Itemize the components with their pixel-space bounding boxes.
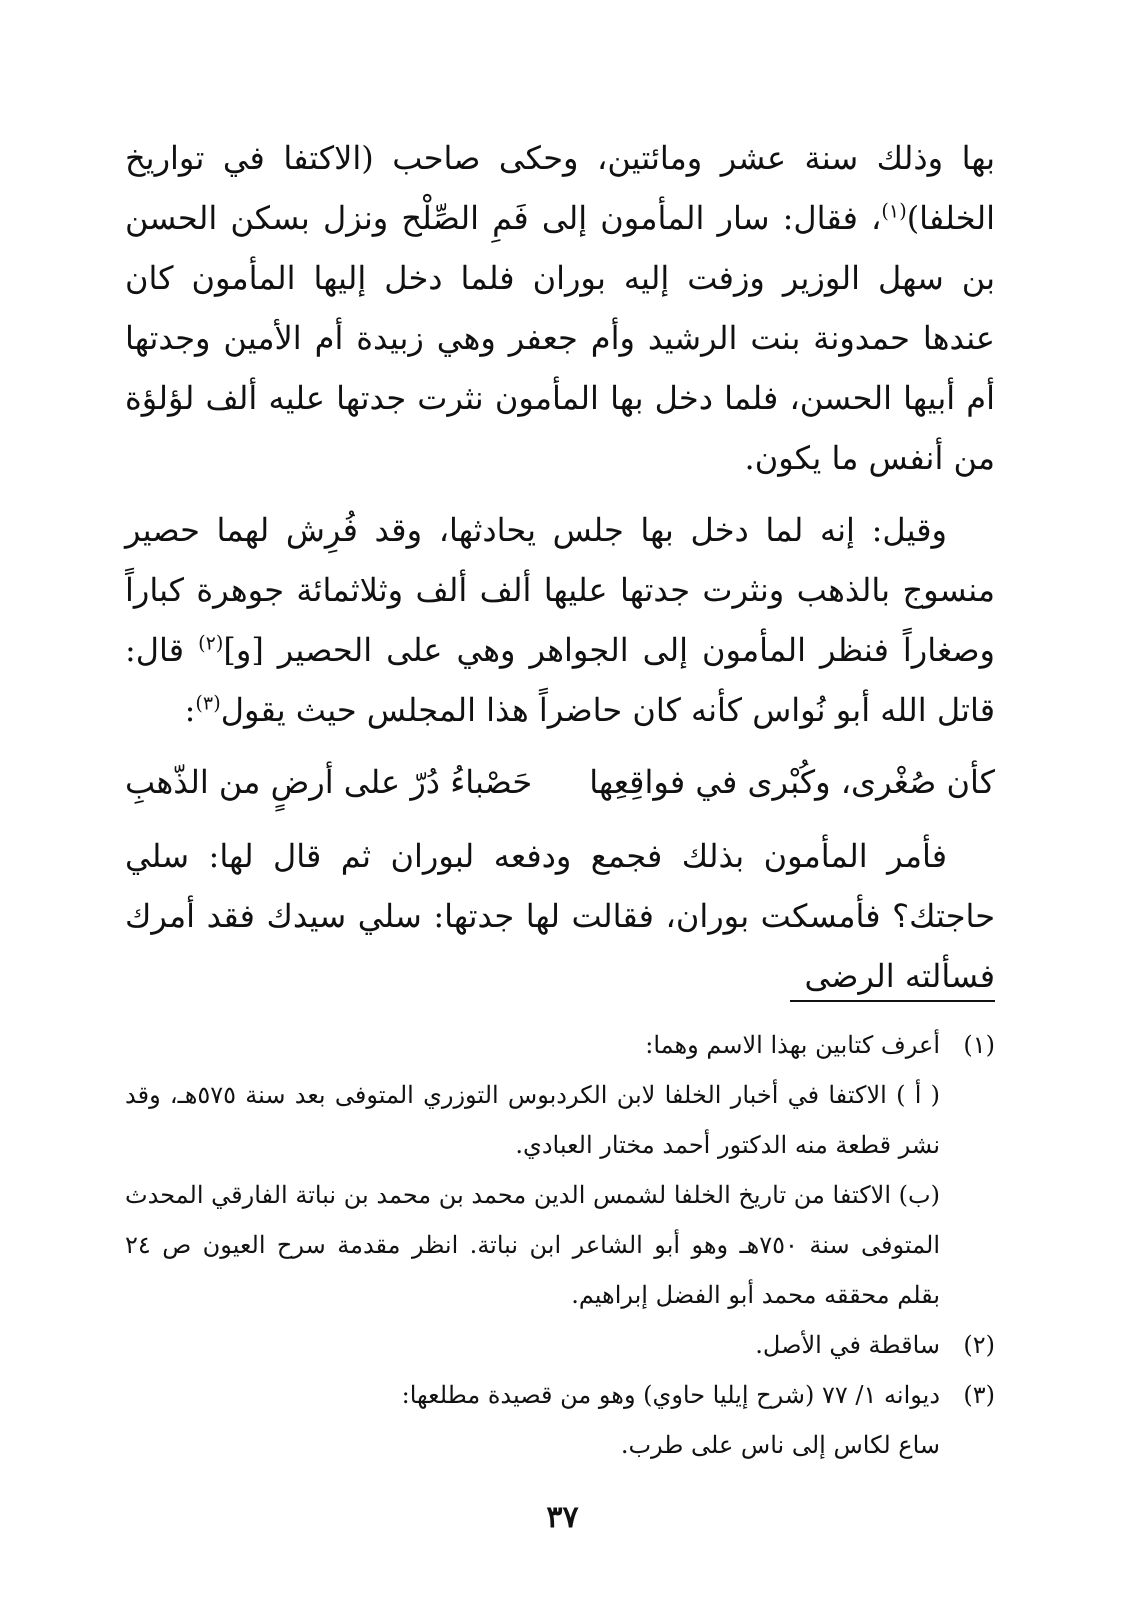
paragraph-1-text-b: ، فقال: سار المأمون إلى فَمِ الصِّلْح ونزل بسكن الحسن بن سهل الوزير وزفت إليه بوران فلما دخل إليها المأمون كان عندها حمدونة بنت الرشيد وأم جعفر وهي زبيدة أم الأمين وجدتها أم أبيها الحسن، فلما دخل بها المأمون نثرت جدتها عليه ألف لؤلؤة من أنفس ما يكون. xyxy=(125,199,995,477)
footnote-3-text: ديوانه ١/ ٧٧ (شرح إيليا حاوي) وهو من قصيدة مطلعها: xyxy=(401,1381,940,1409)
paragraph-1-text-a: بها وذلك سنة عشر ومائتين، وحكى صاحب (الاكتفا في تواريخ الخلفا) xyxy=(125,139,996,237)
footnote-1-item-a xyxy=(125,1070,995,1170)
footnote-3-number: (٣) xyxy=(963,1381,995,1409)
footnote-1-item-b xyxy=(125,1170,995,1320)
footnote-3-quoted-line: ساع لكاس إلى ناس على طرب. xyxy=(620,1431,940,1459)
paragraph-2-text-b: قال: قاتل الله أبو نُواس كأنه كان حاضراً هذا المجلس حيث يقول xyxy=(125,631,995,729)
footnote-2 xyxy=(125,1320,995,1370)
footnote-1-item-b-text: (ب) الاكتفا من تاريخ الخلفا لشمس الدين محمد بن محمد بن نباتة الفارقي المحدث المتوفى سنة ٧٥٠هـ وهو أبو الشاعر ابن نباتة. انظر مقدمة سرح العيون ص ٢٤ بقلم محققه محمد أبو الفضل إبراهيم. xyxy=(125,1181,940,1309)
footnote-3-body xyxy=(125,1370,940,1470)
paragraph-2-text-c: : xyxy=(184,691,196,729)
paragraph-2-text-a: وقيل: إنه لما دخل بها جلس يحادثها، وقد فُرِش لهما حصير منسوج بالذهب ونثرت جدتها عليها ألف ألف وثلاثمائة جوهرة كباراً وصغاراً فنظر المأمون إلى الجواهر وهي على الحصير [و] xyxy=(125,511,996,669)
footnote-1-body xyxy=(125,1020,940,1070)
footnote-1-intro: أعرف كتابين بهذا الاسم وهما: xyxy=(645,1031,940,1059)
verse-first-hemistich: كأن صُغْرى، وكُبْرى في فواقِعِها xyxy=(589,763,995,801)
footnote-2-body: ساقطة في الأصل. xyxy=(755,1331,940,1359)
footnote-3 xyxy=(125,1370,995,1470)
footnote-1 xyxy=(125,1020,995,1070)
paragraph-3: فأمر المأمون بذلك فجمع ودفعه لبوران ثم قال لها: سلي حاجتك؟ فأمسكت بوران، فقالت لها جدتها: سلي سيدك فقد أمرك فسألته الرضى xyxy=(125,837,995,995)
paragraph-1 xyxy=(125,128,995,488)
footnote-2-number: (٢) xyxy=(963,1331,995,1359)
footnote-1-item-a-text: ( أ ) الاكتفا في أخبار الخلفا لابن الكردبوس التوزري المتوفى بعد سنة ٥٧٥هـ، وقد نشر قطعة منه الدكتور أحمد مختار العبادي. xyxy=(125,1081,940,1159)
footnote-divider xyxy=(790,1000,995,1002)
paragraph-2 xyxy=(125,500,995,740)
footnote-ref-3: (٣) xyxy=(195,691,221,715)
footnote-1-number: (١) xyxy=(963,1031,995,1059)
main-text xyxy=(125,128,995,1018)
footnotes xyxy=(125,1020,995,1470)
footnote-ref-2: (٢) xyxy=(198,631,224,655)
footnote-ref-1: (١) xyxy=(881,199,907,223)
poem-verse xyxy=(125,752,995,812)
page-number: ٣٧ xyxy=(546,1500,579,1535)
verse-second-hemistich: حَصْباءُ دُرّ على أرضٍ من الذّهبِ xyxy=(125,763,533,801)
